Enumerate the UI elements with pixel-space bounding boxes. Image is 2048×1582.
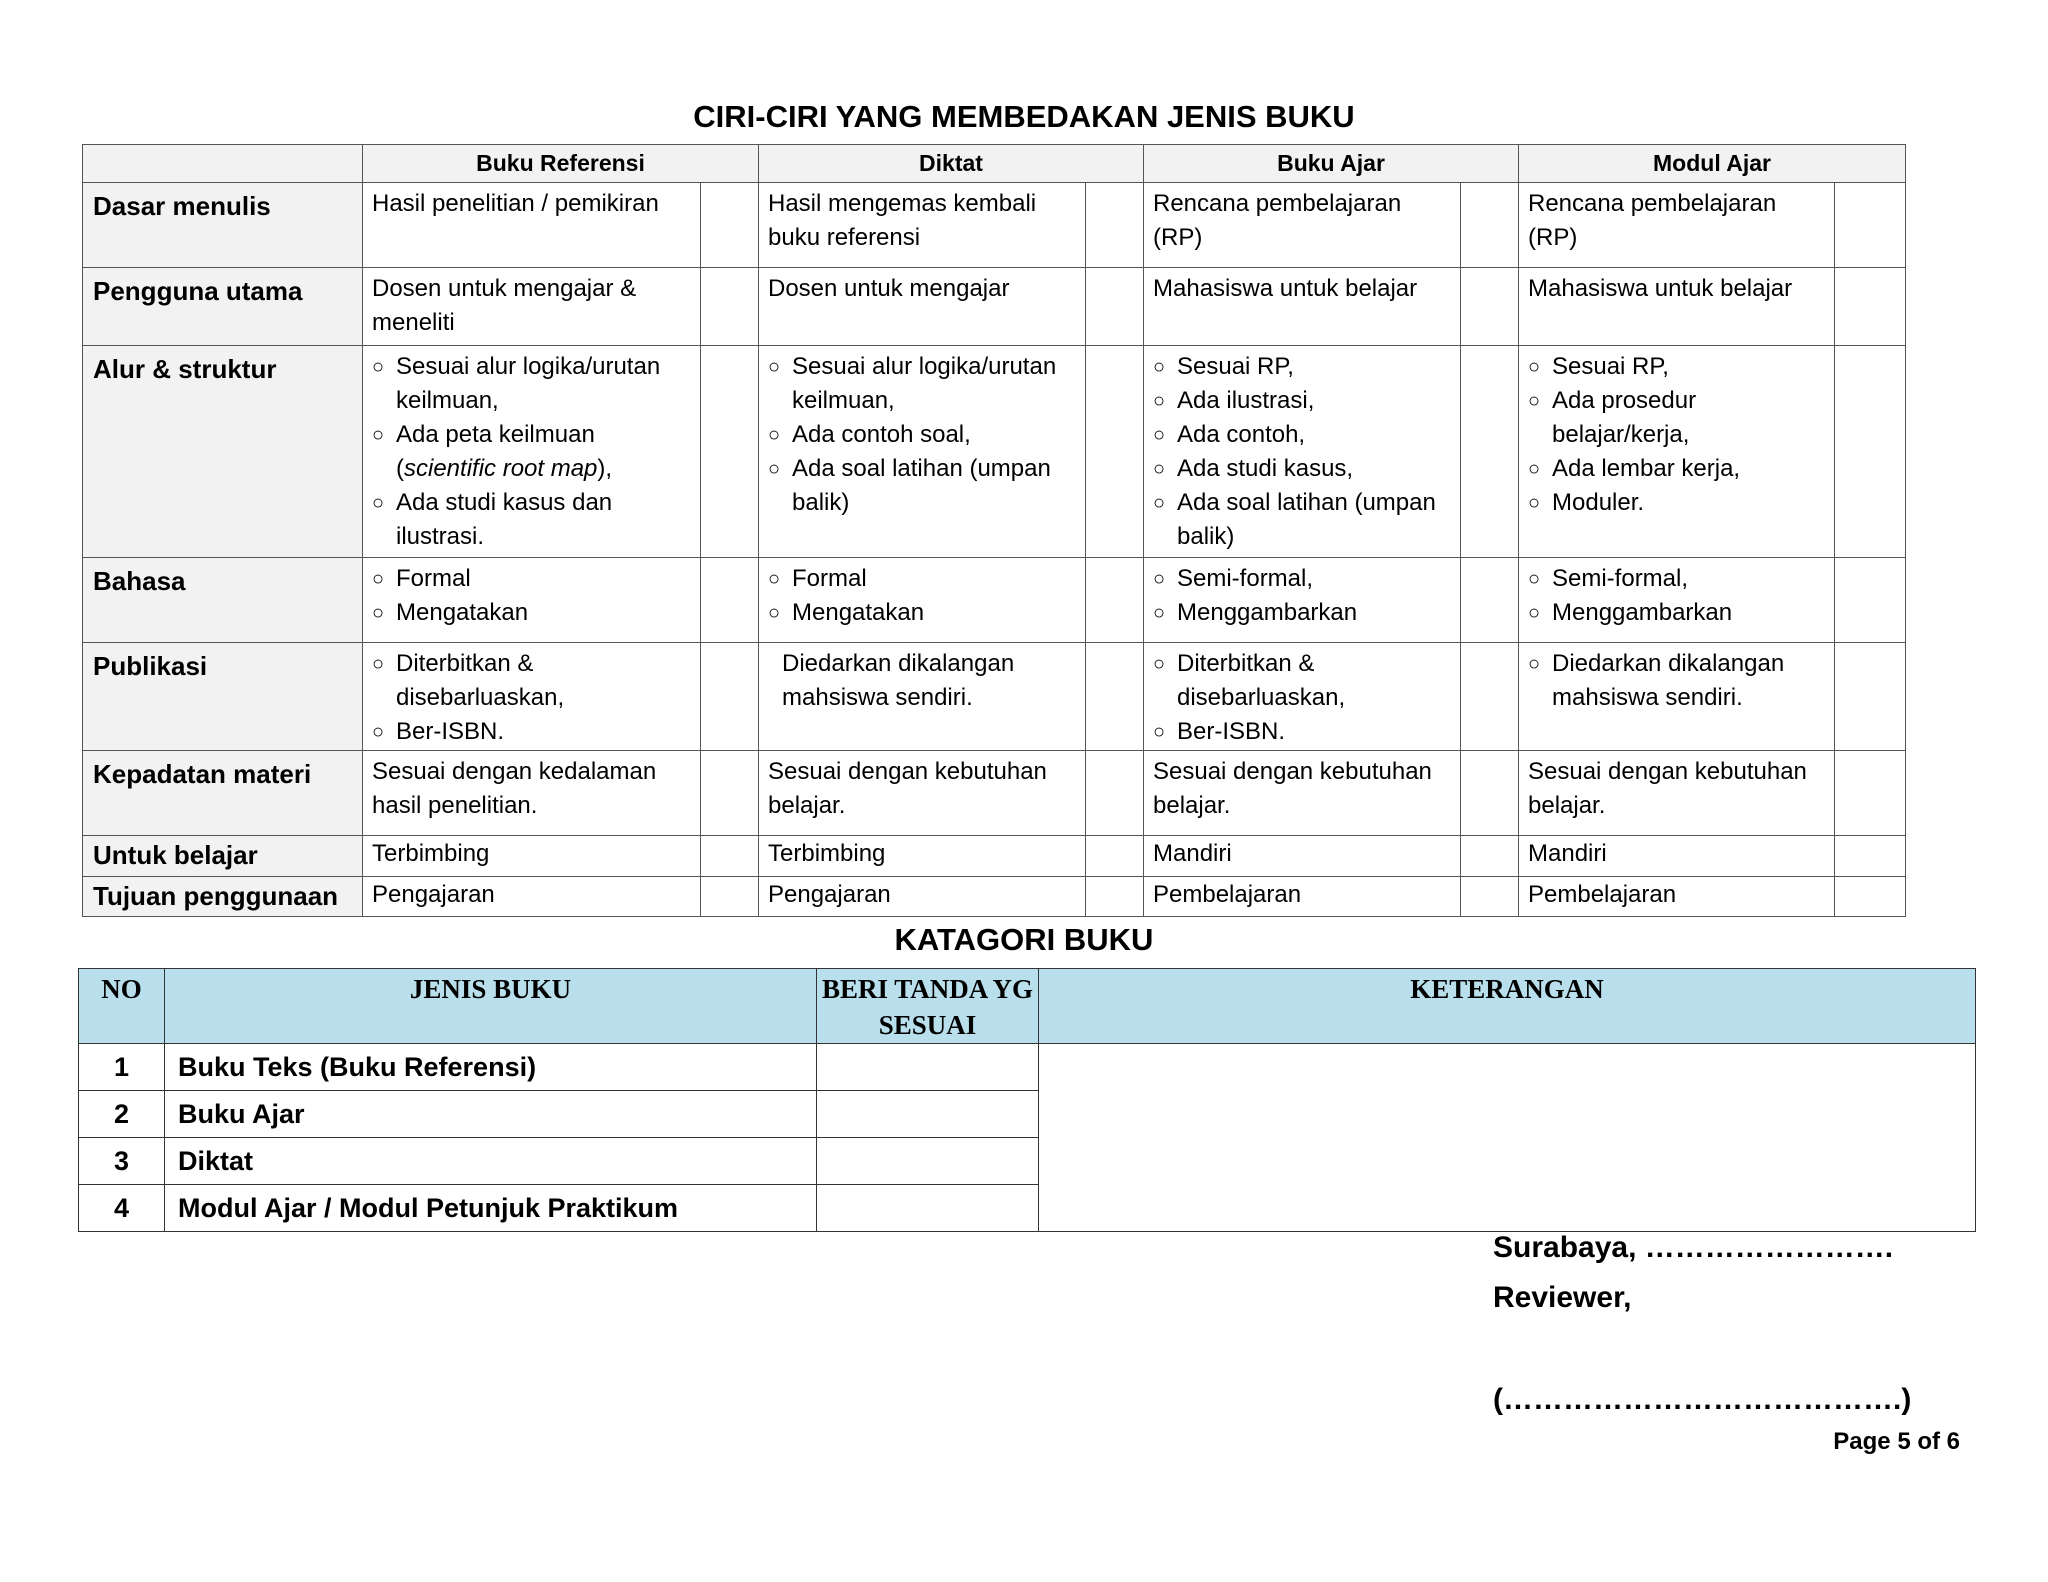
cell-diktat: Terbimbing xyxy=(759,836,1086,877)
cell-ajar: Rencana pembelajaran (RP) xyxy=(1144,183,1461,268)
cell-blank xyxy=(1461,558,1519,643)
bullet-text-italic: scientific root map xyxy=(404,455,598,482)
cell-blank xyxy=(1086,558,1144,643)
cell-diktat xyxy=(759,643,1086,751)
checkmark-cell[interactable] xyxy=(817,1185,1039,1232)
cell-modul: Pembelajaran xyxy=(1519,877,1835,917)
bullet-item: ○ Diterbitkan & disebarluaskan, xyxy=(1153,647,1454,715)
bullet-item: ○ Ber-ISBN. xyxy=(1153,715,1454,749)
signature-role: Reviewer, xyxy=(1493,1281,1632,1314)
cell-modul xyxy=(1519,558,1835,643)
row-pengguna-utama xyxy=(83,268,1906,346)
cell-blank xyxy=(701,346,759,558)
cell-diktat: Hasil mengemas kembali buku referensi xyxy=(759,183,1086,268)
row-dasar-menulis xyxy=(83,183,1906,268)
cell-blank xyxy=(701,643,759,751)
bullet-item: ○ Semi-formal, xyxy=(1528,562,1828,596)
cell-ajar xyxy=(1144,346,1461,558)
comparison-header-row xyxy=(83,145,1906,183)
bullet-item: ○ Ada contoh, xyxy=(1153,418,1454,452)
cell-blank xyxy=(1461,183,1519,268)
cell-blank xyxy=(1835,346,1906,558)
bullet-item: ○ Menggambarkan xyxy=(1153,596,1454,630)
row-label: Untuk belajar xyxy=(83,836,363,877)
cell-referensi: Dosen untuk mengajar & meneliti xyxy=(363,268,701,346)
bullet-list xyxy=(1528,647,1828,715)
header-no: NO xyxy=(79,969,165,1044)
cell-blank xyxy=(1086,183,1144,268)
bullet-list xyxy=(1153,562,1454,630)
cell-blank xyxy=(1086,751,1144,836)
row-label: Publikasi xyxy=(83,643,363,751)
bullet-list xyxy=(1528,350,1828,520)
section-title-katagori: KATAGORI BUKU xyxy=(894,922,1154,957)
bullet-item: ○ Formal xyxy=(372,562,694,596)
cell-blank xyxy=(1086,643,1144,751)
row-jenis-buku: Buku Teks (Buku Referensi) xyxy=(165,1044,817,1091)
bullet-item: ○ Semi-formal, xyxy=(1153,562,1454,596)
cell-modul: Rencana pembelajaran (RP) xyxy=(1519,183,1835,268)
bullet-item: ○ Ada ilustrasi, xyxy=(1153,384,1454,418)
category-table xyxy=(78,968,1976,1232)
checkmark-cell[interactable] xyxy=(817,1091,1039,1138)
bullet-item: ○ Ber-ISBN. xyxy=(372,715,694,749)
row-publikasi xyxy=(83,643,1906,751)
row-jenis-buku: Diktat xyxy=(165,1138,817,1185)
cell-ajar: Pembelajaran xyxy=(1144,877,1461,917)
cell-blank xyxy=(1835,836,1906,877)
cell-blank xyxy=(1086,877,1144,917)
bullet-item xyxy=(372,418,694,486)
cell-blank xyxy=(1835,558,1906,643)
cell-referensi xyxy=(363,643,701,751)
cell-blank xyxy=(1461,836,1519,877)
header-jenis-buku: JENIS BUKU xyxy=(165,969,817,1044)
row-jenis-buku: Modul Ajar / Modul Petunjuk Praktikum xyxy=(165,1185,817,1232)
cell-ajar: Mandiri xyxy=(1144,836,1461,877)
header-diktat: Diktat xyxy=(759,145,1144,183)
cell-blank xyxy=(1461,751,1519,836)
bullet-item: ○ Menggambarkan xyxy=(1528,596,1828,630)
cell-referensi: Sesuai dengan kedalaman hasil penelitian. xyxy=(363,751,701,836)
cell-modul: Mandiri xyxy=(1519,836,1835,877)
cell-diktat: Sesuai dengan kebutuhan belajar. xyxy=(759,751,1086,836)
cell-blank xyxy=(1461,268,1519,346)
cell-blank xyxy=(701,268,759,346)
cell-referensi: Terbimbing xyxy=(363,836,701,877)
bullet-item: ○ Ada soal latihan (umpan balik) xyxy=(1153,486,1454,554)
comparison-table xyxy=(82,144,1906,917)
cell-blank xyxy=(1461,346,1519,558)
cell-blank xyxy=(701,183,759,268)
keterangan-cell[interactable] xyxy=(1039,1044,1976,1232)
cell-blank xyxy=(1835,183,1906,268)
bullet-list xyxy=(372,350,694,554)
cell-modul: Sesuai dengan kebutuhan belajar. xyxy=(1519,751,1835,836)
bullet-text: Ada peta keilmuan ( xyxy=(396,421,595,482)
row-label: Bahasa xyxy=(83,558,363,643)
page-title: CIRI-CIRI YANG MEMBEDAKAN JENIS BUKU xyxy=(693,99,1355,134)
cell-blank xyxy=(1086,836,1144,877)
cell-modul: Mahasiswa untuk belajar xyxy=(1519,268,1835,346)
bullet-list xyxy=(768,350,1079,520)
bullet-item: ○ Ada prosedur belajar/kerja, xyxy=(1528,384,1828,452)
bullet-item: ○ Sesuai RP, xyxy=(1528,350,1828,384)
cell-referensi: Hasil penelitian / pemikiran xyxy=(363,183,701,268)
bullet-item: ○ Ada lembar kerja, xyxy=(1528,452,1828,486)
cell-referensi: Pengajaran xyxy=(363,877,701,917)
category-header-row xyxy=(79,969,1976,1044)
row-label: Kepadatan materi xyxy=(83,751,363,836)
bullet-item: ○ Mengatakan xyxy=(372,596,694,630)
row-label: Dasar menulis xyxy=(83,183,363,268)
bullet-list xyxy=(372,562,694,630)
cell-blank xyxy=(1835,877,1906,917)
header-buku-ajar: Buku Ajar xyxy=(1144,145,1519,183)
cell-modul xyxy=(1519,346,1835,558)
cell-blank xyxy=(1086,346,1144,558)
bullet-item: ○ Sesuai RP, xyxy=(1153,350,1454,384)
page-number: Page 5 of 6 xyxy=(1833,1428,1960,1455)
cell-diktat xyxy=(759,346,1086,558)
cell-blank xyxy=(1835,268,1906,346)
cell-blank xyxy=(1835,643,1906,751)
signature-place-date: Surabaya, ……………………. xyxy=(1493,1231,1894,1264)
cell-referensi xyxy=(363,558,701,643)
checkmark-cell[interactable] xyxy=(817,1044,1039,1091)
bullet-item: ○ Formal xyxy=(768,562,1079,596)
header-empty xyxy=(83,145,363,183)
bullet-text: ), xyxy=(597,455,613,482)
signature-name-blank: (………………………………….) xyxy=(1493,1383,1912,1416)
checkmark-cell[interactable] xyxy=(817,1138,1039,1185)
header-buku-referensi: Buku Referensi xyxy=(363,145,759,183)
bullet-item: ○ Mengatakan xyxy=(768,596,1079,630)
header-keterangan: KETERANGAN xyxy=(1039,969,1976,1044)
bullet-item: ○ Ada studi kasus, xyxy=(1153,452,1454,486)
cell-blank xyxy=(701,836,759,877)
row-bahasa xyxy=(83,558,1906,643)
row-label: Tujuan penggunaan xyxy=(83,877,363,917)
bullet-item: ○ Diterbitkan & disebarluaskan, xyxy=(372,647,694,715)
row-untuk-belajar xyxy=(83,836,1906,877)
row-jenis-buku: Buku Ajar xyxy=(165,1091,817,1138)
header-modul-ajar: Modul Ajar xyxy=(1519,145,1906,183)
cell-referensi xyxy=(363,346,701,558)
cell-blank xyxy=(1461,877,1519,917)
row-kepadatan-materi xyxy=(83,751,1906,836)
cell-diktat: Dosen untuk mengajar xyxy=(759,268,1086,346)
bullet-item: ○ Sesuai alur logika/urutan keilmuan, xyxy=(768,350,1079,418)
cell-blank xyxy=(1835,751,1906,836)
header-beri-tanda: BERI TANDA YG SESUAI xyxy=(817,969,1039,1044)
bullet-list xyxy=(1153,647,1454,749)
cell-blank xyxy=(1086,268,1144,346)
cell-blank xyxy=(701,558,759,643)
row-number: 3 xyxy=(79,1138,165,1185)
cell-ajar xyxy=(1144,558,1461,643)
row-label: Pengguna utama xyxy=(83,268,363,346)
cell-diktat: Pengajaran xyxy=(759,877,1086,917)
row-tujuan-penggunaan xyxy=(83,877,1906,917)
bullet-list xyxy=(372,647,694,749)
bullet-list xyxy=(1153,350,1454,554)
cell-ajar xyxy=(1144,643,1461,751)
row-alur-struktur xyxy=(83,346,1906,558)
row-number: 2 xyxy=(79,1091,165,1138)
row-number: 1 xyxy=(79,1044,165,1091)
cell-blank xyxy=(701,751,759,836)
bullet-item: ○ Ada studi kasus dan ilustrasi. xyxy=(372,486,694,554)
cell-text: Diedarkan dikalangan mahsiswa sendiri. xyxy=(782,650,1015,711)
bullet-item: ○ Moduler. xyxy=(1528,486,1828,520)
bullet-list xyxy=(1528,562,1828,630)
cell-blank xyxy=(701,877,759,917)
category-row xyxy=(79,1044,1976,1091)
cell-diktat xyxy=(759,558,1086,643)
bullet-list xyxy=(768,562,1079,630)
cell-blank xyxy=(1461,643,1519,751)
bullet-item: ○ Diedarkan dikalangan mahsiswa sendiri. xyxy=(1528,647,1828,715)
cell-ajar: Sesuai dengan kebutuhan belajar. xyxy=(1144,751,1461,836)
row-number: 4 xyxy=(79,1185,165,1232)
bullet-item: ○ Ada soal latihan (umpan balik) xyxy=(768,452,1079,520)
cell-ajar: Mahasiswa untuk belajar xyxy=(1144,268,1461,346)
row-label: Alur & struktur xyxy=(83,346,363,558)
cell-modul xyxy=(1519,643,1835,751)
bullet-item: ○ Sesuai alur logika/urutan keilmuan, xyxy=(372,350,694,418)
bullet-item: ○ Ada contoh soal, xyxy=(768,418,1079,452)
